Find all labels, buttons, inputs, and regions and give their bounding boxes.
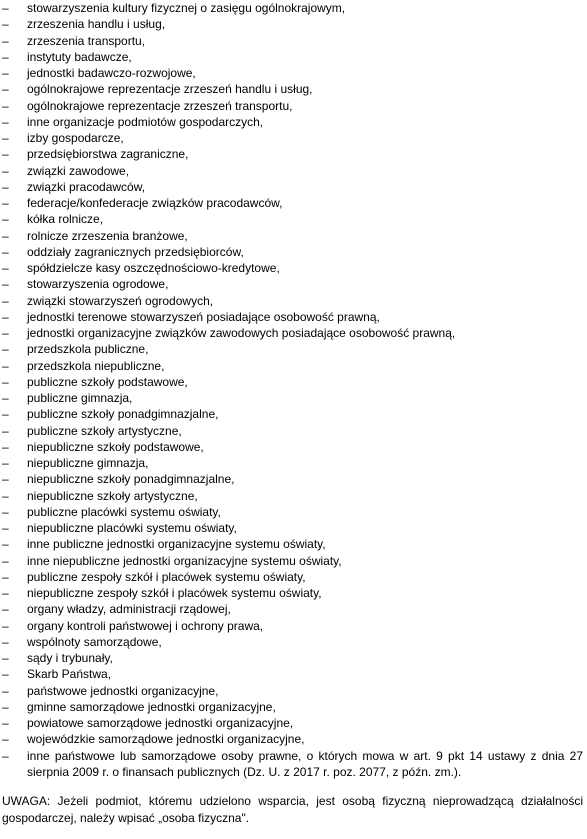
list-item xyxy=(2,228,585,244)
list-item-text: inne organizacje podmiotów gospodarczych, xyxy=(27,114,264,129)
dash-bullet: – xyxy=(2,667,9,682)
list-item-text: gminne samorządowe jednostki organizacyjne, xyxy=(27,699,276,714)
dash-bullet: – xyxy=(2,98,9,113)
dash-bullet: – xyxy=(2,293,9,308)
list-item-text: przedsiębiorstwa zagraniczne, xyxy=(27,147,189,162)
list-item-text: powiatowe samorządowe jednostki organizacyjne, xyxy=(27,716,294,730)
list-item-text: związki stowarzyszeń ogrodowych, xyxy=(27,293,214,308)
list-item xyxy=(2,0,585,16)
dash-bullet: – xyxy=(2,342,9,357)
list-item xyxy=(2,618,585,634)
list-item xyxy=(2,423,585,439)
list-item-text: jednostki organizacyjne związków zawodowych posiadające osobowość prawną, xyxy=(27,326,456,340)
list-item xyxy=(2,358,585,374)
dash-bullet: – xyxy=(2,49,9,64)
list-item xyxy=(2,553,585,569)
list-item xyxy=(2,634,585,650)
list-item xyxy=(2,536,585,552)
list-item-text: ogólnokrajowe reprezentacje zrzeszeń transportu, xyxy=(27,98,293,113)
list-item-text: zrzeszenia transportu, xyxy=(27,33,146,48)
dash-bullet: – xyxy=(2,407,9,422)
list-item-text: ogólnokrajowe reprezentacje zrzeszeń handlu i usług, xyxy=(27,82,313,97)
list-item-text: izby gospodarcze, xyxy=(27,131,124,145)
list-item-text: niepubliczne zespoły szkół i placówek systemu oświaty, xyxy=(27,586,322,600)
list-item-text: organy władzy, administracji rządowej, xyxy=(27,602,231,617)
list-item xyxy=(2,406,585,422)
list-item-text: niepubliczne szkoły artystyczne, xyxy=(27,488,198,503)
list-item xyxy=(2,276,585,292)
dash-bullet: – xyxy=(2,277,9,292)
dash-bullet: – xyxy=(2,586,9,600)
list-item xyxy=(2,569,585,585)
dash-bullet: – xyxy=(2,309,9,324)
list-item-text: publiczne szkoły podstawowe, xyxy=(27,374,188,389)
entity-type-list xyxy=(2,0,585,780)
dash-bullet: – xyxy=(2,147,9,162)
list-item-text: spółdzielcze kasy oszczędnościowo-kredytowe, xyxy=(27,261,280,275)
list-item-text: federacje/konfederacje związków pracodawców, xyxy=(27,196,283,210)
dash-bullet: – xyxy=(2,553,9,568)
list-item-text: publiczne zespoły szkół i placówek systemu oświaty, xyxy=(27,569,306,584)
list-item-text: sądy i trybunały, xyxy=(27,651,113,665)
list-item-text: wojewódzkie samorządowe jednostki organizacyjne, xyxy=(27,732,305,747)
dash-bullet: – xyxy=(2,732,9,747)
list-item xyxy=(2,81,585,97)
dash-bullet: – xyxy=(2,391,9,405)
dash-bullet: – xyxy=(2,569,9,584)
list-item xyxy=(2,195,585,211)
dash-bullet: – xyxy=(2,618,9,633)
list-item-text: inne państwowe lub samorządowe osoby prawne, o których mowa w art. 9 pkt 14 ustawy z dnia 27 sierpnia 2009 r. o finansach publicznych (Dz. U. z 2017 r. poz. 2077, z późn. zm.). xyxy=(27,748,583,779)
list-item-text: związki zawodowe, xyxy=(27,163,130,178)
list-item-text: publiczne szkoły ponadgimnazjalne, xyxy=(27,407,219,422)
list-item xyxy=(2,341,585,357)
list-item-text: przedszkola publiczne, xyxy=(27,342,149,357)
list-item-text: inne niepubliczne jednostki organizacyjne systemu oświaty, xyxy=(27,553,342,568)
dash-bullet: – xyxy=(2,33,9,48)
list-item-text: Skarb Państwa, xyxy=(27,667,112,682)
list-item xyxy=(2,731,585,747)
dash-bullet: – xyxy=(2,131,9,145)
list-item xyxy=(2,650,585,666)
dash-bullet: – xyxy=(2,163,9,178)
dash-bullet: – xyxy=(2,439,9,454)
list-item-text: kółka rolnicze, xyxy=(27,212,104,227)
list-item-text: zrzeszenia handlu i usług, xyxy=(27,17,166,32)
list-item xyxy=(2,488,585,504)
list-item xyxy=(2,504,585,520)
dash-bullet: – xyxy=(2,651,9,665)
dash-bullet: – xyxy=(2,261,9,275)
list-item xyxy=(2,585,585,601)
list-item-text: niepubliczne szkoły podstawowe, xyxy=(27,439,204,454)
dash-bullet: – xyxy=(2,602,9,617)
dash-bullet: – xyxy=(2,114,9,129)
list-item xyxy=(2,16,585,32)
list-item-text: publiczne szkoły artystyczne, xyxy=(27,423,182,438)
dash-bullet: – xyxy=(2,228,9,243)
dash-bullet: – xyxy=(2,716,9,730)
dash-bullet: – xyxy=(2,82,9,97)
list-item xyxy=(2,748,585,781)
list-item xyxy=(2,666,585,682)
dash-bullet: – xyxy=(2,66,9,80)
list-item-text: związki pracodawców, xyxy=(27,179,146,194)
list-item xyxy=(2,715,585,731)
list-item xyxy=(2,309,585,325)
note-paragraph: UWAGA: Jeżeli podmiot, któremu udzielono wsparcia, jest osobą fizyczną nieprowadzącą działalności gospodarczej, należy wpisać „osoba fizyczna". xyxy=(2,794,583,825)
dash-bullet: – xyxy=(2,374,9,389)
list-item-text: publiczne placówki systemu oświaty, xyxy=(27,504,221,519)
list-item-text: rolnicze zrzeszenia branżowe, xyxy=(27,228,188,243)
dash-bullet: – xyxy=(2,17,9,32)
list-item xyxy=(2,683,585,699)
list-item-text: niepubliczne szkoły ponadgimnazjalne, xyxy=(27,472,235,487)
list-item xyxy=(2,520,585,536)
dash-bullet: – xyxy=(2,456,9,470)
dash-bullet: – xyxy=(2,179,9,194)
dash-bullet: – xyxy=(2,521,9,535)
list-item xyxy=(2,65,585,81)
list-item-text: stowarzyszenia ogrodowe, xyxy=(27,277,169,292)
list-item xyxy=(2,260,585,276)
dash-bullet: – xyxy=(2,212,9,227)
dash-bullet: – xyxy=(2,472,9,487)
list-item xyxy=(2,33,585,49)
list-item xyxy=(2,471,585,487)
dash-bullet: – xyxy=(2,537,9,552)
list-item-text: organy kontroli państwowej i ochrony prawa, xyxy=(27,618,264,633)
dash-bullet: – xyxy=(2,634,9,649)
list-item xyxy=(2,163,585,179)
list-item xyxy=(2,98,585,114)
list-item xyxy=(2,699,585,715)
list-item-text: niepubliczne gimnazja, xyxy=(27,456,149,470)
dash-bullet: – xyxy=(2,326,9,340)
list-item-text: publiczne gimnazja, xyxy=(27,391,133,405)
list-item-text: inne publiczne jednostki organizacyjne systemu oświaty, xyxy=(27,537,326,552)
list-item-text: jednostki badawczo-rozwojowe, xyxy=(27,66,196,80)
list-item-text: jednostki terenowe stowarzyszeń posiadające osobowość prawną, xyxy=(27,309,380,324)
list-item xyxy=(2,390,585,406)
dash-bullet: – xyxy=(2,699,9,714)
list-item xyxy=(2,455,585,471)
dash-bullet: – xyxy=(2,423,9,438)
list-item xyxy=(2,325,585,341)
list-item-text: państwowe jednostki organizacyjne, xyxy=(27,683,219,698)
dash-bullet: – xyxy=(2,1,9,15)
list-item-text: instytuty badawcze, xyxy=(27,49,132,64)
list-item xyxy=(2,244,585,260)
list-item xyxy=(2,293,585,309)
dash-bullet: – xyxy=(2,488,9,503)
list-item xyxy=(2,130,585,146)
list-item xyxy=(2,114,585,130)
list-item xyxy=(2,211,585,227)
list-item-text: oddziały zagranicznych przedsiębiorców, xyxy=(27,244,244,259)
dash-bullet: – xyxy=(2,196,9,210)
document-page xyxy=(2,0,585,839)
dash-bullet: – xyxy=(2,244,9,259)
list-item-text: niepubliczne placówki systemu oświaty, xyxy=(27,521,237,535)
list-item-text: stowarzyszenia kultury fizycznej o zasięgu ogólnokrajowym, xyxy=(27,1,346,15)
list-item xyxy=(2,146,585,162)
list-item xyxy=(2,439,585,455)
dash-bullet: – xyxy=(2,358,9,373)
list-item xyxy=(2,601,585,617)
dash-bullet: – xyxy=(2,683,9,698)
dash-bullet: – xyxy=(2,748,9,763)
list-item xyxy=(2,179,585,195)
list-item xyxy=(2,49,585,65)
list-item-text: wspólnoty samorządowe, xyxy=(27,634,162,649)
list-item xyxy=(2,374,585,390)
dash-bullet: – xyxy=(2,504,9,519)
list-item-text: przedszkola niepubliczne, xyxy=(27,358,165,373)
